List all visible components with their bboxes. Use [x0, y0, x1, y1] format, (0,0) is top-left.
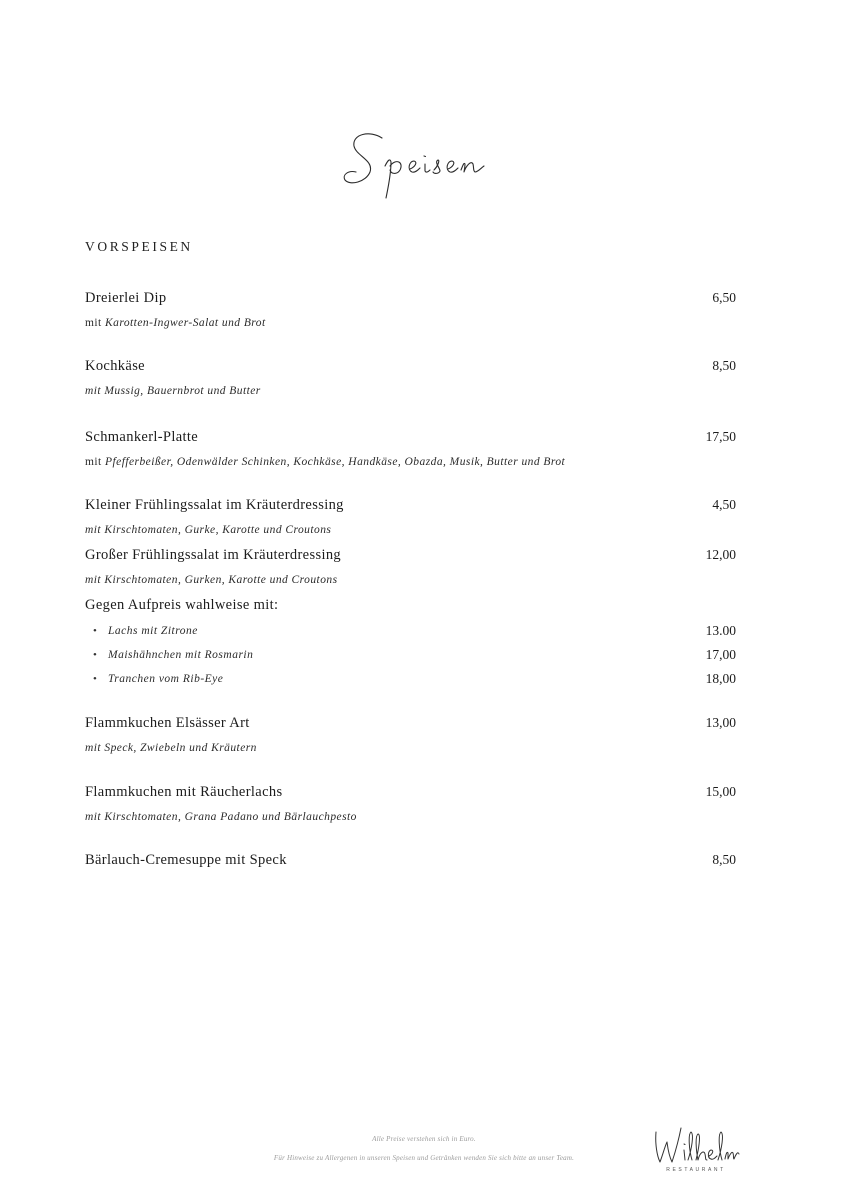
- dish-description-prefix: mit: [85, 317, 106, 329]
- dish-name: Flammkuchen Elsässer Art: [85, 715, 250, 731]
- bullet-icon: •: [93, 673, 97, 685]
- option-name: Tranchen vom Rib-Eye: [108, 673, 224, 685]
- dish-name: Kleiner Frühlingssalat im Kräuterdressing: [85, 497, 344, 513]
- dish-description-text: Pfefferbeißer, Odenwälder Schinken, Kochkäse, Handkäse, Obazda, Musik, Butter und Brot: [105, 456, 566, 468]
- dish-name: Großer Frühlingssalat im Kräuterdressing: [85, 547, 342, 563]
- dish-price: 15,00: [705, 784, 736, 799]
- dish-name: Flammkuchen mit Räucherlachs: [85, 784, 283, 800]
- surcharge-label: Gegen Aufpreis wahlweise mit:: [85, 597, 279, 613]
- dish-description: [85, 456, 565, 468]
- bullet-icon: •: [93, 625, 97, 637]
- dish-name: Kochkäse: [85, 358, 145, 374]
- footer-allergen-note: Für Hinweise zu Allergenen in unseren Speisen und Getränken wenden Sie sich bitte an unser Team.: [273, 1154, 575, 1162]
- dish-name: Schmankerl-Platte: [85, 429, 199, 445]
- dish-name: Bärlauch-Cremesuppe mit Speck: [85, 852, 287, 868]
- footer-currency-note: Alle Preise verstehen sich in Euro.: [372, 1135, 476, 1143]
- dish-price: 12,00: [705, 547, 736, 562]
- dish-description: mit Mussig, Bauernbrot und Butter: [85, 385, 261, 397]
- dish-description: [85, 317, 266, 329]
- option-name: Maishähnchen mit Rosmarin: [108, 649, 254, 661]
- option-price: 18,00: [705, 671, 736, 686]
- option-name: Lachs mit Zitrone: [108, 625, 198, 637]
- dish-price: 13,00: [705, 715, 736, 730]
- dish-name: Dreierlei Dip: [85, 290, 167, 306]
- dish-description-text: Karotten-Ingwer-Salat und Brot: [105, 317, 266, 329]
- dish-price: 6,50: [712, 290, 736, 305]
- speisen-script-title: [330, 120, 520, 210]
- dish-description-prefix: mit: [85, 456, 106, 468]
- dish-price: 17,50: [705, 429, 736, 444]
- logo-subtitle: RESTAURANT: [666, 1167, 726, 1173]
- dish-description: mit Kirschtomaten, Gurke, Karotte und Croutons: [85, 524, 332, 536]
- bullet-icon: •: [93, 649, 97, 661]
- dish-price: 8,50: [712, 358, 736, 373]
- option-price: 17,00: [705, 647, 736, 662]
- dish-description: mit Kirschtomaten, Gurken, Karotte und Croutons: [85, 574, 338, 586]
- dish-description: mit Kirschtomaten, Grana Padano und Bärlauchpesto: [85, 811, 357, 823]
- dish-price: 4,50: [712, 497, 736, 512]
- dish-price: 8,50: [712, 852, 736, 867]
- section-heading-vorspeisen: VORSPEISEN: [85, 239, 193, 254]
- option-price: 13.00: [705, 623, 736, 638]
- dish-description: mit Speck, Zwiebeln und Kräutern: [85, 742, 257, 754]
